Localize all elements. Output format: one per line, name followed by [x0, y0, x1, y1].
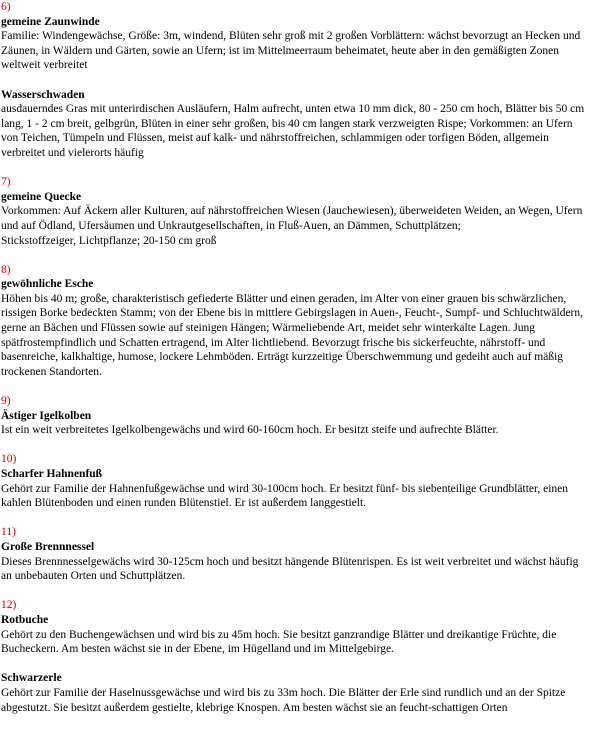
- entry-description: Familie: Windengewächse, Größe: 3m, windend, Blüten sehr groß mit 2 großen Vorblättern: wächst bevorzugt an Hecken und Zäunen, in Wäldern und Gärten, sowie an Ufern; ist im Mittelmeerraum beheimatet, heute aber in den gemäßigten Zonen weltweit verbreitet: [1, 30, 581, 72]
- entry-description: Ist ein weit verbreitetes Igelkolbengewächs und wird 60-160cm hoch. Er besitzt steife und aufrechte Blätter.: [1, 424, 499, 437]
- entry-number: 10): [1, 453, 17, 466]
- entry-title: gemeine Zaunwinde: [1, 15, 100, 28]
- entry-title: Große Brennnessel: [1, 540, 95, 553]
- entry: [1, 394, 591, 438]
- entry-description: Stickstoffzeiger, Lichtpflanze; 20-150 cm groß: [1, 234, 217, 247]
- entry-title: gewöhnliche Esche: [1, 278, 94, 291]
- entry-number: 7): [1, 176, 11, 189]
- entry-description: Vorkommen: Auf Äckern aller Kulturen, auf nährstoffreichen Wiesen (Jauchewiesen), überweideten Weiden, an Wegen, Ufern und auf Ödland, Ufersäumen und Unkrautgesellschaften, in Fluß-Auen, an Dämmen, Schuttplätzen;: [1, 205, 583, 232]
- entry-description: Dieses Brennnesselgewächs wird 30-125cm hoch und besitzt hängende Blütenrispen. Es ist weit verbreitet und wächst häufig an unbebauten Orten und Schuttplätzen.: [1, 555, 579, 583]
- entry-title: gemeine Quecke: [1, 190, 82, 203]
- entry-title: Rotbuche: [1, 613, 49, 626]
- entry-number: 9): [1, 395, 11, 408]
- entry-description: Gehört zur Familie der Haselnussgewächse und wird bis zu 33m hoch. Die Blätter der Erle sind rundlich und an der Spitze abgestutzt. Sie besitzt außerdem gestielte, klebrige Knospen. Am besten wächst sie an feucht-schattigen Orten: [1, 686, 566, 714]
- entry: [1, 452, 591, 510]
- entry-number: 6): [1, 1, 11, 13]
- entry: [1, 0, 591, 73]
- entry-title: Scharfer Hahnenfuß: [1, 468, 103, 480]
- entry: [1, 671, 591, 715]
- entry-description: Höhen bis 40 m; große, charakteristisch gefiederte Blätter und einen geraden, im Alter von einer grauen bis schwärzlichen, rissigen Borke bedeckten Stamm; von der Ebene bis in mittlere Gebirgslagen in Auen-, Feucht-, Sumpf- und Schluchtwäldern, gerne an Bächen und Flüssen sowie auf steinigen Hängen; Wärmeliebende Art, meidet sehr winterkalte Lagen. Jung spätfrostempfindlich und Schatten ertragend, im Alter lichtliebend. Bevorzugt frische bis sickerfeuchte, nährstoff- und basenreiche, kalkhaltige, humose, lockere Lehmböden. Erträgt kurzzeitige Überschwemmung und gedeiht auch auf mäßig trockenen Standorten.: [1, 292, 584, 378]
- entry-number: 12): [1, 599, 17, 612]
- entry-number: 11): [1, 526, 16, 539]
- entry: [1, 598, 591, 656]
- entry: [1, 525, 591, 583]
- entry-title: Wasserschwaden: [1, 88, 85, 101]
- entry-description: ausdauerndes Gras mit unterirdischen Ausläufern, Halm aufrecht, unten etwa 10 mm dick, 80 - 250 cm hoch, Blätter bis 50 cm lang, 1 - 2 cm breit, gelbgrün, Blüten in einer sehr großen, bis 40 cm langen stark verzweigten Rispe; Vorkommen: an Ufern von Teichen, Tümpeln und Flüssen, meist auf kalk- und nährstoffreichen, schlammigen oder torfigen Böden, allgemein verbreitet und vielerorts häufig: [1, 103, 585, 159]
- entry-description: Gehört zu den Buchengewächsen und wird bis zu 45m hoch. Sie besitzt ganzrandige Blätter und dreikantige Früchte, die Bucheckern. Am besten wächst sie in der Ebene, im Hügelland und im Mittelgebirge.: [1, 628, 557, 656]
- entry: [1, 263, 591, 380]
- entry-title: Schwarzerle: [1, 672, 62, 685]
- entry: [1, 175, 591, 248]
- entry-description: Gehört zur Familie der Hahnenfußgewächse und wird 30-100cm hoch. Er besitzt fünf- bis siebenteilige Grundblätter, einen kahlen Blütenboden und einen runden Blütenstiel. Er ist außerdem langgestielt.: [1, 482, 569, 510]
- entry: [1, 88, 591, 161]
- entry-number: 8): [1, 263, 11, 276]
- entry-title: Ästiger Igelkolben: [1, 409, 92, 422]
